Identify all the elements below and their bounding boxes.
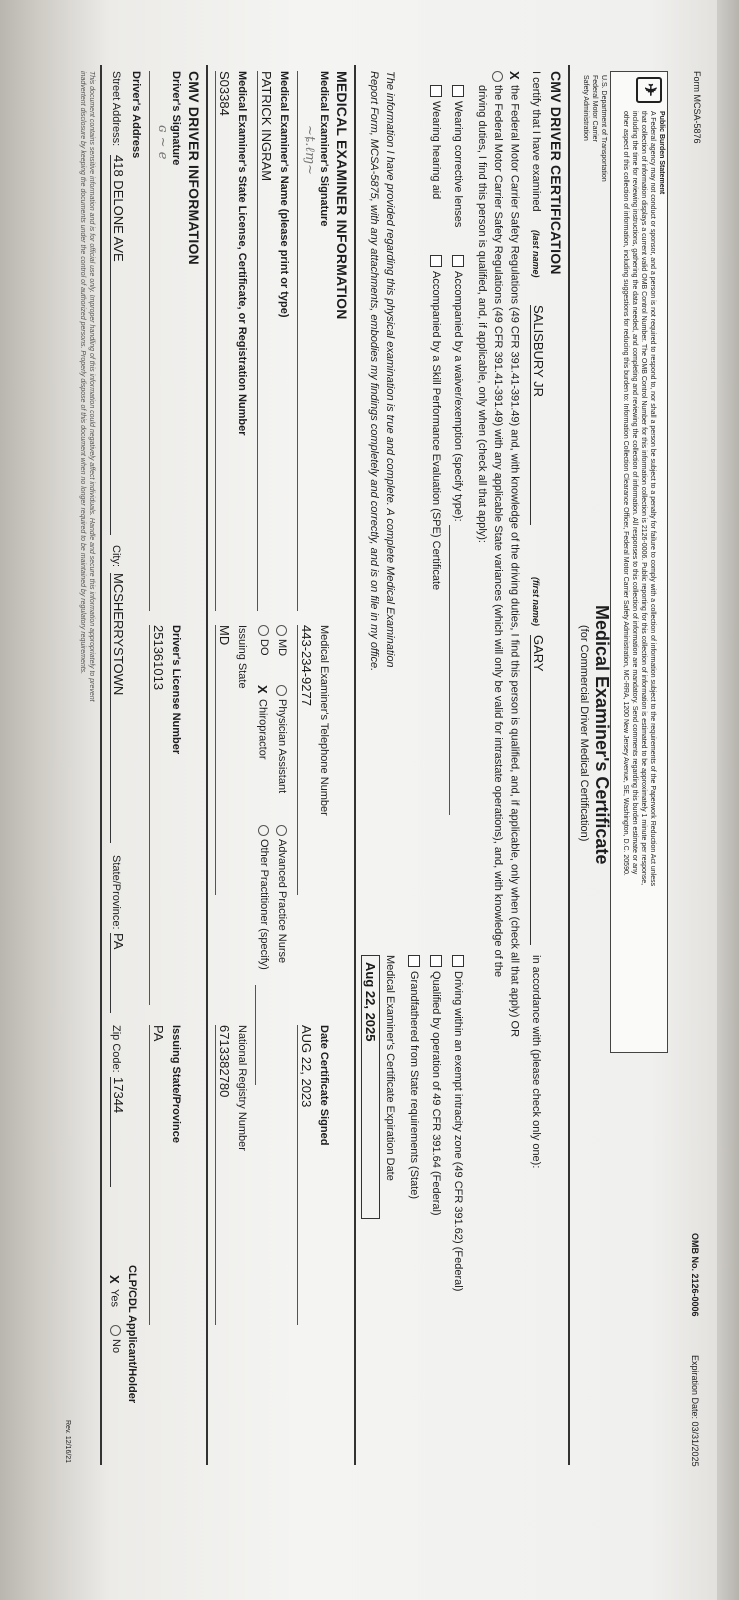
examiner-type: Physician Assistant xyxy=(276,699,288,794)
clp-yes-label: Yes xyxy=(108,1289,121,1307)
option-federal-regulations: the Federal Motor Carrier Safety Regulations (49 CFR 391.41-391.49) and, with knowledge of the driving duties, I find this person is qualified, and, if applicable, only when (check all that apply) OR xyxy=(508,85,521,1038)
checkbox-corrective-lenses[interactable] xyxy=(452,85,464,97)
street-label: Street Address: xyxy=(110,71,122,147)
checkbox-grandfathered[interactable] xyxy=(408,955,420,967)
selected-x-mark[interactable]: X xyxy=(255,685,270,694)
waiver-type-line xyxy=(449,525,450,815)
field-line xyxy=(215,71,216,611)
license-label: Medical Examiner's State License, Certificate, or Registration Number xyxy=(236,71,248,436)
medical-examiner-certificate-form xyxy=(58,25,708,1505)
field-line xyxy=(149,625,150,1005)
certification-statement: Report Form, MCSA-5875, with any attachments, embodies my findings completely and correctly, and is on file in my office. xyxy=(368,71,380,672)
accordance-text: in accordance with (please check only one): xyxy=(530,955,542,1169)
zip-field[interactable]: 17344 xyxy=(110,1077,126,1187)
examiner-type: Chiropractor xyxy=(256,699,269,760)
street-field[interactable]: 418 DELONE AVE xyxy=(110,155,126,535)
burden-line: other aspect of this collection of information, including suggestions for reducing this burden to: Information Collection Clearance Officer, Federal Motor Carrier Safety Administration, MC-RRA, 1200 New Jersey Avenue, SE, Washington, D.C. 20590. xyxy=(622,111,629,876)
agency-line: Safety Administration xyxy=(582,75,589,141)
expiration-date: Expiration Date: 03/31/2025 xyxy=(690,1355,700,1467)
registry-field[interactable]: 6713382780 xyxy=(217,1025,232,1098)
option-state-variances: the Federal Motor Carrier Safety Regulations (49 CFR 391.41-391.49) with any applicable State variances (which will only be valid for intrastate operations), and, with knowledge of the xyxy=(492,85,504,978)
option-state-variances-cont: driving duties, I find this person is qualified, and, if applicable, only when (check all that apply): xyxy=(476,85,488,543)
last-name-field[interactable]: SALISBURY JR xyxy=(530,305,546,525)
section-heading: MEDICAL EXAMINER INFORMATION xyxy=(334,71,350,320)
field-line xyxy=(257,71,258,611)
city-label: City: xyxy=(110,545,122,567)
checkbox-waiver-exemption[interactable] xyxy=(452,255,464,267)
radio-physician-assistant[interactable] xyxy=(276,685,287,696)
issuing-state-label: Issuing State xyxy=(236,625,248,689)
examiner-signature-image: ~ȶ.ℓɱ~ xyxy=(302,125,317,176)
state-label: State/Province: xyxy=(110,855,122,930)
specify-line xyxy=(255,985,256,1085)
radio-other-practitioner[interactable] xyxy=(258,825,269,836)
driver-signature-image: ɢ ~ e xyxy=(155,125,170,160)
examiner-type: Other Practitioner (specify) xyxy=(258,839,270,970)
zip-label: Zip Code: xyxy=(110,1025,122,1073)
clp-no-label: No xyxy=(110,1339,122,1354)
driver-signature-label: Driver's Signature xyxy=(170,71,182,166)
issuing-province-field[interactable]: PA xyxy=(151,1025,166,1042)
condition-label: Wearing hearing aid xyxy=(430,101,442,200)
condition-label: Qualified by operation of 49 CFR 391.64 (Federal) xyxy=(430,971,442,1216)
condition-label: Accompanied by a Skill Performance Evaluation (SPE) Certificate xyxy=(430,271,442,591)
radio-advanced-practice-nurse[interactable] xyxy=(276,825,287,836)
examiner-type: DO xyxy=(258,639,270,656)
footer-notice: This document contains sensitive information and is for official use only. Improper handling of this information could negatively affect individuals. Handle and secure this information appropriately to prevent xyxy=(88,71,95,702)
field-line xyxy=(215,625,216,895)
condition-label: Wearing corrective lenses xyxy=(452,101,464,228)
date-signed-label: Date Certificate Signed xyxy=(318,1025,330,1146)
license-field[interactable]: S03384 xyxy=(217,71,232,116)
phone-field[interactable]: 443-234-9277 xyxy=(299,625,314,706)
signature-line xyxy=(297,71,298,611)
divider xyxy=(568,65,570,1465)
checkbox-hearing-aid[interactable] xyxy=(430,85,442,97)
phone-label: Medical Examiner's Telephone Number xyxy=(318,625,330,816)
checkbox-391-64[interactable] xyxy=(430,955,442,967)
agency-line: U.S. Department of Transportation xyxy=(600,75,607,182)
section-heading: CMV DRIVER CERTIFICATION xyxy=(548,71,564,275)
revision-label: Rev. 12/16/21 xyxy=(64,1420,71,1464)
radio-clp-no[interactable] xyxy=(110,1325,121,1336)
address-label: Driver's Address xyxy=(130,71,142,159)
omb-number: OMB No. 2126-0006 xyxy=(690,1233,700,1317)
selected-x-mark[interactable]: X xyxy=(507,71,522,80)
condition-label: Accompanied by a waiver/exemption (specify type): xyxy=(452,271,464,522)
field-line xyxy=(215,1025,216,1325)
state-field[interactable]: PA xyxy=(110,933,126,1013)
agency-line: Federal Motor Carrier xyxy=(591,75,598,142)
expiration-label: Medical Examiner's Certificate Expiration Date xyxy=(384,955,396,1181)
selected-x-mark[interactable]: X xyxy=(107,1275,122,1284)
examiner-type: MD xyxy=(276,639,288,657)
radio-do[interactable] xyxy=(258,625,269,636)
expiration-date-field[interactable]: Aug 22, 2025 xyxy=(361,955,380,1219)
divider xyxy=(354,65,356,1465)
license-number-label: Driver's License Number xyxy=(170,625,182,755)
examiner-type: Advanced Practice Nurse xyxy=(276,839,288,964)
section-heading: CMV DRIVER INFORMATION xyxy=(186,71,202,265)
examiner-name-label: Medical Examiner's Name (please print or type) xyxy=(278,71,290,318)
divider xyxy=(100,65,102,1465)
field-line xyxy=(149,1025,150,1325)
signature-line xyxy=(149,71,150,611)
certification-statement: The information I have provided regarding this physical examination is true and complete. A complete Medical Examination xyxy=(384,71,396,668)
dot-logo-icon: ✈ xyxy=(636,77,662,103)
radio-md[interactable] xyxy=(276,625,287,636)
first-name-label: (first name) xyxy=(531,577,541,627)
burden-line: including the time for reviewing instructions, gathering the data needed, and completing and reviewing the collection of information. All responses to this collection of information are mandatory. Send comments regarding this burden estimate or any xyxy=(631,111,638,875)
issuing-province-label: Issuing State/Province xyxy=(170,1025,182,1143)
burden-title: Public Burden Statement xyxy=(658,111,665,195)
checkbox-exempt-intracity[interactable] xyxy=(452,955,464,967)
condition-label: Grandfathered from State requirements (State) xyxy=(408,971,420,1200)
issuing-state-field[interactable]: MD xyxy=(217,625,232,646)
city-field[interactable]: MCSHERRYSTOWN xyxy=(110,573,126,843)
burden-line: A Federal agency may not conduct or sponsor, and a person is not required to respond to, nor shall a person be subject to a penalty for failure to comply with a collection of information subject to the requirements of the Paperwork Reduction Act unless xyxy=(649,111,656,887)
form-number: Form MCSA-5876 xyxy=(692,71,702,144)
examiner-name-field[interactable]: PATRICK INGRAM xyxy=(259,71,274,182)
divider xyxy=(206,65,208,1465)
paper-edge xyxy=(717,0,739,1600)
certify-intro: I certify that I have examined xyxy=(530,71,542,212)
footer-notice: inadvertent disclosure by keeping the documents under the control of authorized persons. Properly dispose of this document when no longer required to be maintained by regulatory requirements. xyxy=(79,71,86,675)
license-number-field[interactable]: 251361013 xyxy=(151,625,166,691)
examiner-signature-label: Medical Examiner's Signature xyxy=(318,71,330,227)
last-name-label: (last name) xyxy=(531,230,541,278)
field-line xyxy=(297,625,298,895)
field-line xyxy=(297,1025,298,1325)
clp-label: CLP/CDL Applicant/Holder xyxy=(126,1265,138,1404)
radio-state-variances[interactable] xyxy=(492,71,503,82)
condition-label: Driving within an exempt intracity zone (49 CFR 391.62) (Federal) xyxy=(452,971,464,1292)
checkbox-spe-certificate[interactable] xyxy=(430,255,442,267)
certificate-title: Medical Examiner's Certificate xyxy=(592,605,612,865)
burden-line: that collection of information displays a current valid OMB Control Number. The OMB Control Number for this information collection is 2126-0006. Public reporting for this collection of information is estimated to be approximately 1 minute per response, xyxy=(640,111,647,886)
certificate-subtitle: (for Commercial Driver Medical Certification) xyxy=(578,625,590,842)
date-signed-field[interactable]: AUG 22, 2023 xyxy=(299,1025,314,1108)
registry-label: National Registry Number xyxy=(236,1025,248,1151)
first-name-field[interactable]: GARY xyxy=(530,635,546,945)
